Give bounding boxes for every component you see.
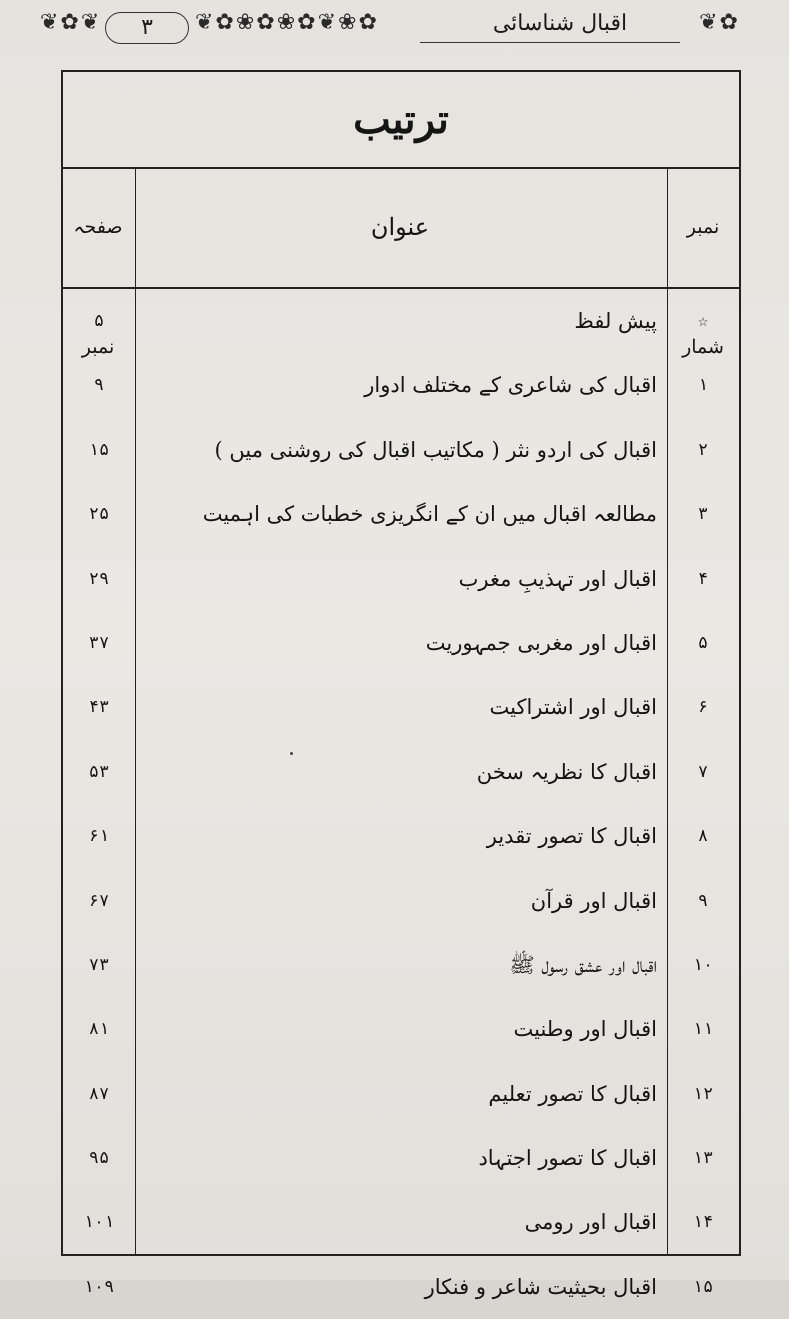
toc-serial-number: ۶ bbox=[697, 697, 709, 718]
toc-serial-number: ۴ bbox=[697, 568, 709, 589]
toc-row bbox=[63, 353, 739, 417]
toc-row bbox=[63, 1255, 739, 1319]
toc-serial-number: ۱۳ bbox=[692, 1148, 714, 1169]
toc-title: ترتیب bbox=[63, 72, 739, 169]
toc-serial-number: ۷ bbox=[697, 761, 709, 782]
toc-serial-number: ۵ bbox=[697, 632, 709, 653]
toc-row bbox=[63, 675, 739, 739]
toc-serial-number: ۲ bbox=[697, 439, 709, 460]
toc-page-number: ۵۳ bbox=[88, 761, 110, 782]
toc-page-number: ۷۳ bbox=[88, 954, 110, 975]
header-ornament-middle: ❦✿❀✿❀✿❦❀✿ bbox=[195, 10, 379, 35]
toc-serial-number: ۱ bbox=[697, 375, 709, 396]
toc-page-number: ۱۵ bbox=[88, 439, 110, 460]
toc-entry-title: اقبال بحیثیت شاعر و فنکار bbox=[424, 1274, 657, 1299]
toc-page-number: ۱۰۹ bbox=[83, 1276, 115, 1297]
column-header-title: عنوان bbox=[370, 213, 430, 241]
toc-entry-title: اقبال کی شاعری کے مختلف ادوار bbox=[364, 373, 657, 398]
toc-entry-title: مطالعہ اقبال میں ان کے انگریزی خطبات کی اہمیت bbox=[202, 502, 657, 527]
toc-row bbox=[63, 611, 739, 675]
toc-page-number: ۱۰۱ bbox=[83, 1212, 115, 1233]
toc-entry-title: اقبال کا تصور تعلیم bbox=[488, 1081, 657, 1106]
column-header-page: صفحہ نمبر bbox=[73, 216, 123, 358]
toc-page-number: ۳۷ bbox=[88, 632, 110, 653]
toc-row bbox=[63, 547, 739, 611]
toc-serial-number: ۹ bbox=[697, 890, 709, 911]
page-speck bbox=[290, 752, 293, 755]
toc-entry-title: اقبال اور تہذیبِ مغرب bbox=[458, 566, 657, 591]
toc-row bbox=[63, 482, 739, 546]
toc-entry-title: اقبال اور رومی bbox=[524, 1210, 657, 1235]
toc-entry-title: اقبال اور قرآن bbox=[530, 888, 657, 913]
toc-serial-number: ۱۵ bbox=[692, 1276, 714, 1297]
toc-row bbox=[63, 933, 739, 997]
column-header-serial: نمبر شمار bbox=[682, 216, 724, 358]
toc-entry-title: اقبال کا نظریہ سخن bbox=[476, 759, 657, 784]
toc-row bbox=[63, 1062, 739, 1126]
toc-row bbox=[63, 418, 739, 482]
toc-page-number: ۲۵ bbox=[88, 504, 110, 525]
toc-entry-title: اقبال کا تصور تقدیر bbox=[486, 824, 657, 849]
toc-serial-number: ۳ bbox=[697, 504, 709, 525]
toc-page-number: ۶۱ bbox=[88, 826, 110, 847]
toc-row bbox=[63, 997, 739, 1061]
page-number: ۳ bbox=[105, 12, 189, 44]
running-book-title: اقبال شناسائی bbox=[492, 11, 628, 36]
header-ornament-left: ❦✿❦ bbox=[40, 10, 102, 35]
toc-entry-title: اقبال اور عشق رسول ﷺ bbox=[509, 952, 657, 977]
toc-entry-title: اقبال اور اشتراکیت bbox=[489, 695, 657, 720]
toc-entry-title: اقبال اور وطنیت bbox=[513, 1017, 657, 1042]
running-header bbox=[30, 0, 760, 52]
toc-row bbox=[63, 740, 739, 804]
toc-page-number: ۶۷ bbox=[88, 890, 110, 911]
toc-row bbox=[63, 1190, 739, 1254]
toc-serial-number: ۸ bbox=[697, 826, 709, 847]
header-rule bbox=[420, 42, 680, 43]
toc-page-number: ۸۷ bbox=[88, 1083, 110, 1104]
toc-entry-title: پیش لفظ bbox=[574, 309, 657, 333]
toc-entry-title: اقبال اور مغربی جمہوریت bbox=[425, 630, 657, 655]
toc-page-number: ۵ bbox=[93, 311, 105, 331]
toc-page-number: ۹۵ bbox=[88, 1148, 110, 1169]
header-ornament-right: ❦✿ bbox=[699, 10, 740, 35]
toc-row bbox=[63, 289, 739, 353]
star-icon: ☆ bbox=[697, 311, 709, 331]
toc-row bbox=[63, 804, 739, 868]
toc-row bbox=[63, 869, 739, 933]
toc-page-number: ۹ bbox=[93, 375, 105, 396]
toc-page-number: ۴۳ bbox=[88, 697, 110, 718]
toc-serial-number: ۱۲ bbox=[692, 1083, 714, 1104]
toc-entry-title: اقبال کی اردو نثر ( مکاتیب اقبال کی روشنی میں ) bbox=[214, 437, 657, 462]
toc-serial-number: ۱۱ bbox=[692, 1019, 714, 1040]
toc-rows bbox=[63, 289, 739, 1319]
table-of-contents bbox=[61, 70, 741, 1299]
toc-page-number: ۲۹ bbox=[88, 568, 110, 589]
toc-serial-number: ۱۴ bbox=[692, 1212, 714, 1233]
toc-entry-title: اقبال کا تصور اجتہاد bbox=[478, 1146, 657, 1171]
toc-serial-number: ۱۰ bbox=[692, 954, 714, 975]
toc-row bbox=[63, 1126, 739, 1190]
toc-page-number: ۸۱ bbox=[88, 1019, 110, 1040]
